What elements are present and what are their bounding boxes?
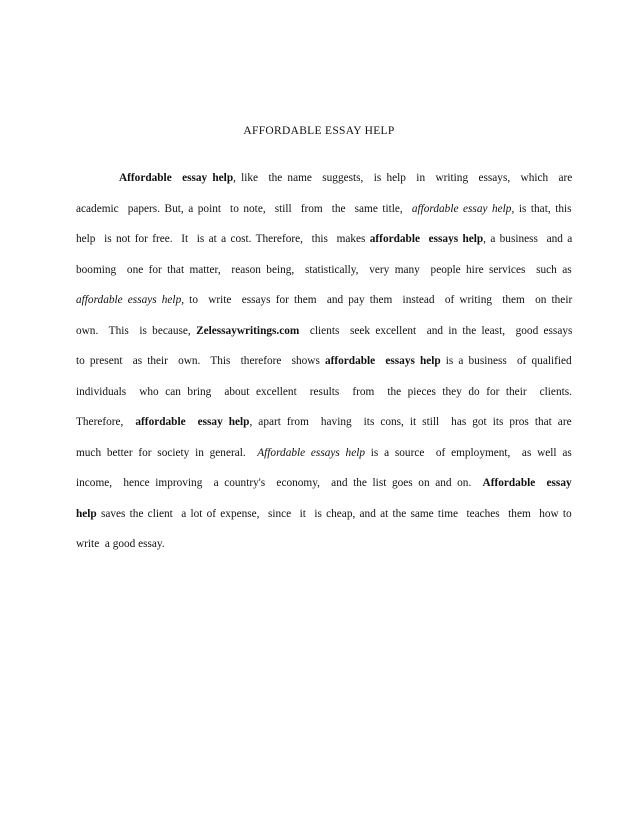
bold-text: affordable essay help — [135, 416, 250, 428]
paragraph-line — [76, 414, 572, 430]
bold-text: help — [76, 507, 97, 520]
paragraph-line — [76, 475, 572, 491]
paragraph-line — [76, 536, 165, 552]
line-text: much better for society in general. — [76, 446, 258, 459]
bold-text: Zelessaywritings.com — [196, 324, 300, 337]
line-text: Therefore, — [76, 416, 136, 428]
bold-text: affordable essays help — [324, 355, 441, 367]
paragraph-line — [76, 445, 572, 461]
bold-text: Affordable essay — [482, 477, 572, 489]
line-text: individuals who can bring about excellent results from the pieces they do for their clients. — [76, 385, 572, 398]
line-text: is a source of employment, as well as — [365, 446, 572, 459]
italic-text: Affordable essays help — [257, 446, 366, 459]
line-text: , apart from having its cons, it still has got its pros that are — [249, 416, 572, 428]
line-text: own. This is because, — [76, 324, 197, 337]
bold-text: Affordable essay help — [119, 172, 234, 184]
line-text: clients seek excellent and in the least, good essays — [299, 324, 573, 337]
line-text: , is that, this — [511, 202, 572, 215]
italic-text: affordable essays help — [76, 294, 182, 306]
line-text: , like the name suggests, is help in writing essays, which are — [233, 172, 573, 184]
line-text: is a business of qualified — [440, 355, 572, 367]
paragraph-line — [76, 323, 572, 339]
paragraph-line — [76, 201, 572, 217]
document-title: AFFORDABLE ESSAY HELP — [243, 125, 395, 137]
paragraph-line — [76, 262, 572, 278]
paragraph-line — [76, 353, 572, 369]
line-text: write a good essay. — [76, 538, 165, 550]
bold-text: affordable essays help — [369, 233, 484, 245]
line-text: help is not for free. It is at a cost. Therefore, this makes — [76, 233, 370, 245]
line-text: booming one for that matter, reason being, statistically, very many people hire services such as — [76, 263, 572, 276]
paragraph-line — [76, 506, 572, 522]
paragraph-line — [119, 170, 572, 186]
paragraph-line — [76, 292, 572, 308]
italic-text: affordable essay help — [411, 202, 512, 215]
line-text: to present as their own. This therefore shows — [76, 355, 325, 367]
paragraph-line — [76, 384, 572, 400]
line-text: , to write essays for them and pay them instead of writing them on their — [181, 294, 573, 306]
line-text: academic papers. But, a point to note, still from the same title, — [76, 202, 412, 215]
line-text: income, hence improving a country's economy, and the list goes on and on. — [76, 477, 483, 489]
line-text: , a business and a — [483, 233, 573, 245]
paragraph-line — [76, 231, 572, 247]
line-text: saves the client a lot of expense, since it is cheap, and at the same time teaches them how to — [96, 507, 572, 520]
